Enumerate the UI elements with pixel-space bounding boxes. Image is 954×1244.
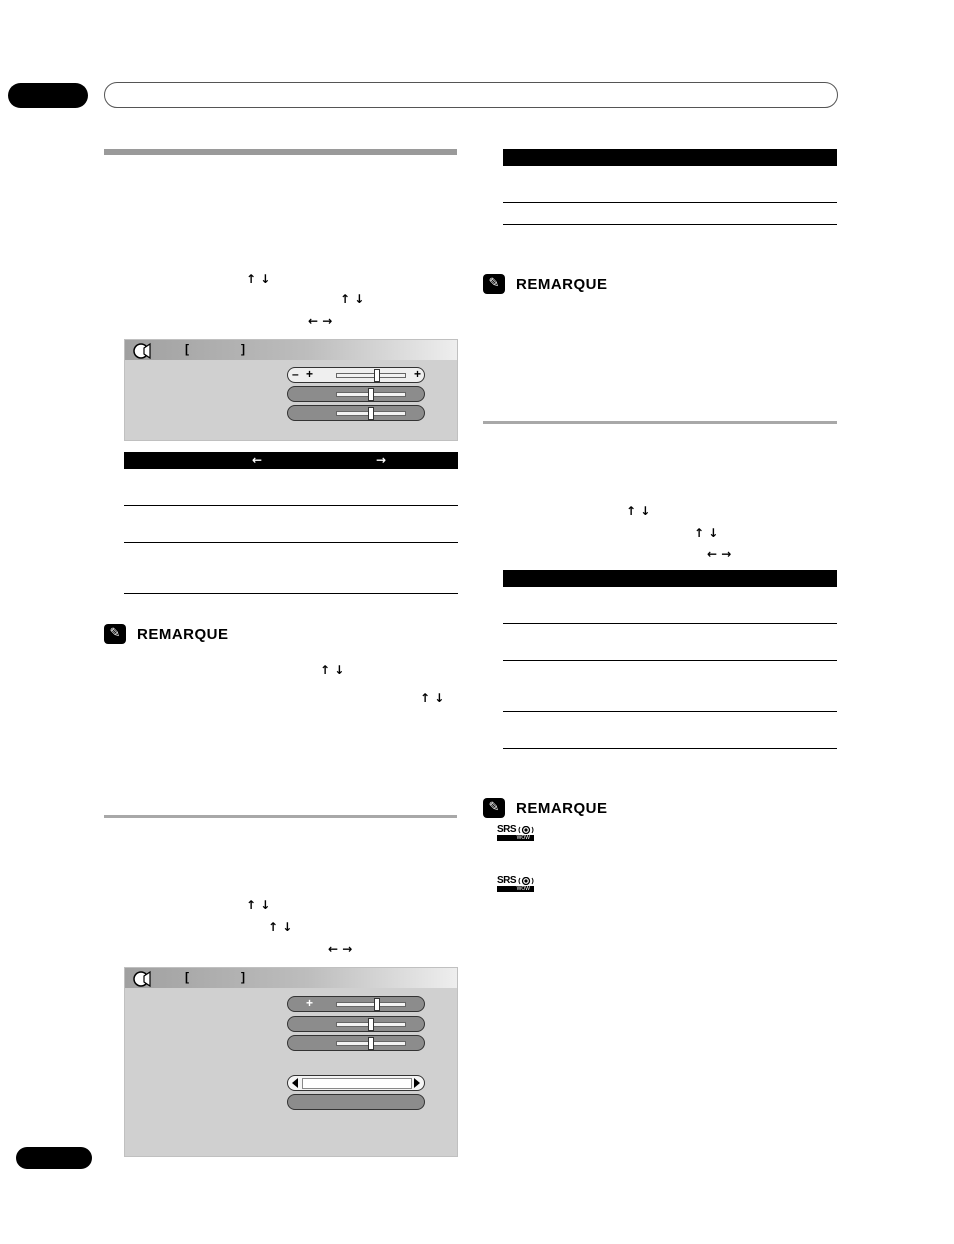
srs-wow-logo [497, 825, 535, 841]
caret-left-icon[interactable] [292, 1078, 298, 1088]
page-number-tab [16, 1147, 92, 1169]
osd-slider[interactable] [287, 386, 425, 402]
table-row-divider [124, 593, 458, 594]
remarque-heading: REMARQUE [516, 275, 608, 293]
table-header-bar [503, 570, 837, 587]
chapter-tab [8, 83, 88, 108]
up-down-arrows-icon: ↑ ↓ [626, 504, 651, 518]
pencil-note-icon: ✎ [104, 624, 126, 644]
osd-slider-selected[interactable] [287, 367, 425, 383]
table-row-divider [124, 505, 458, 506]
caret-right-icon[interactable] [414, 1078, 420, 1088]
osd-slider[interactable] [287, 996, 425, 1012]
srs-logo-sub: WOW [516, 835, 530, 841]
table-row-divider [503, 623, 837, 624]
remarque-note [483, 274, 608, 294]
osd-bracket-close: ] [241, 342, 245, 356]
table-row-divider [503, 711, 837, 712]
slider-knob[interactable] [368, 388, 374, 401]
table-row-divider [503, 224, 837, 225]
osd-slider[interactable] [287, 405, 425, 421]
section-divider [104, 815, 457, 818]
osd-title-bar [125, 968, 457, 988]
slider-knob[interactable] [368, 1037, 374, 1050]
table-row-divider [124, 542, 458, 543]
remarque-note [104, 624, 229, 644]
osd-option-selector[interactable] [287, 1075, 425, 1091]
up-down-arrows-icon: ↑ ↓ [320, 663, 345, 677]
remarque-note [483, 798, 608, 818]
slider-knob[interactable] [368, 1018, 374, 1031]
table-row-divider [503, 660, 837, 661]
table-header-bar [124, 452, 458, 469]
osd-screen-sound [124, 967, 458, 1157]
left-right-arrows-icon: ← → [328, 942, 353, 956]
pencil-note-icon: ✎ [483, 274, 505, 294]
up-down-arrows-icon: ↑ ↓ [420, 691, 445, 705]
up-down-arrows-icon: ↑ ↓ [268, 920, 293, 934]
osd-bracket-open: [ [185, 970, 189, 984]
slider-knob[interactable] [374, 998, 380, 1011]
option-field [302, 1078, 412, 1089]
up-down-arrows-icon: ↑ ↓ [694, 526, 719, 540]
srs-logo-sub: WOW [516, 886, 530, 892]
minus-icon: – [292, 367, 299, 381]
plus-icon: + [306, 996, 314, 1010]
srs-logo-text: SRS [497, 824, 517, 835]
osd-bracket-close: ] [241, 970, 245, 984]
left-right-arrows-icon: ← → [707, 547, 732, 561]
osd-menu-button[interactable] [287, 1094, 425, 1110]
section-divider [483, 421, 837, 424]
left-arrow-icon: ← [252, 453, 263, 467]
slider-track [336, 373, 406, 378]
slider-knob[interactable] [368, 407, 374, 420]
left-right-arrows-icon: ← → [308, 314, 333, 328]
chapter-header-bar [104, 82, 838, 108]
remarque-heading: REMARQUE [516, 799, 608, 817]
osd-slider[interactable] [287, 1035, 425, 1051]
up-down-arrows-icon: ↑ ↓ [246, 272, 271, 286]
osd-bracket-open: [ [185, 342, 189, 356]
slider-track [336, 1002, 406, 1007]
table-row-divider [503, 748, 837, 749]
srs-circle-icon [518, 826, 534, 834]
speaker-logo-icon [133, 342, 153, 360]
speaker-logo-icon [133, 970, 153, 988]
section-divider-top-left [104, 149, 457, 155]
right-arrow-icon: → [376, 453, 387, 467]
remarque-heading: REMARQUE [137, 625, 229, 643]
osd-title-bar [125, 340, 457, 360]
up-down-arrows-icon: ↑ ↓ [340, 292, 365, 306]
plus-icon: + [414, 367, 422, 381]
srs-wow-logo [497, 876, 535, 892]
up-down-arrows-icon: ↑ ↓ [246, 898, 271, 912]
osd-screen-picture [124, 339, 458, 441]
table-row-divider [503, 202, 837, 203]
osd-slider[interactable] [287, 1016, 425, 1032]
slider-knob[interactable] [374, 369, 380, 382]
table-header-bar [503, 149, 837, 166]
srs-circle-icon [518, 877, 534, 885]
srs-logo-text: SRS [497, 875, 517, 886]
plus-icon: + [306, 367, 314, 381]
pencil-note-icon: ✎ [483, 798, 505, 818]
